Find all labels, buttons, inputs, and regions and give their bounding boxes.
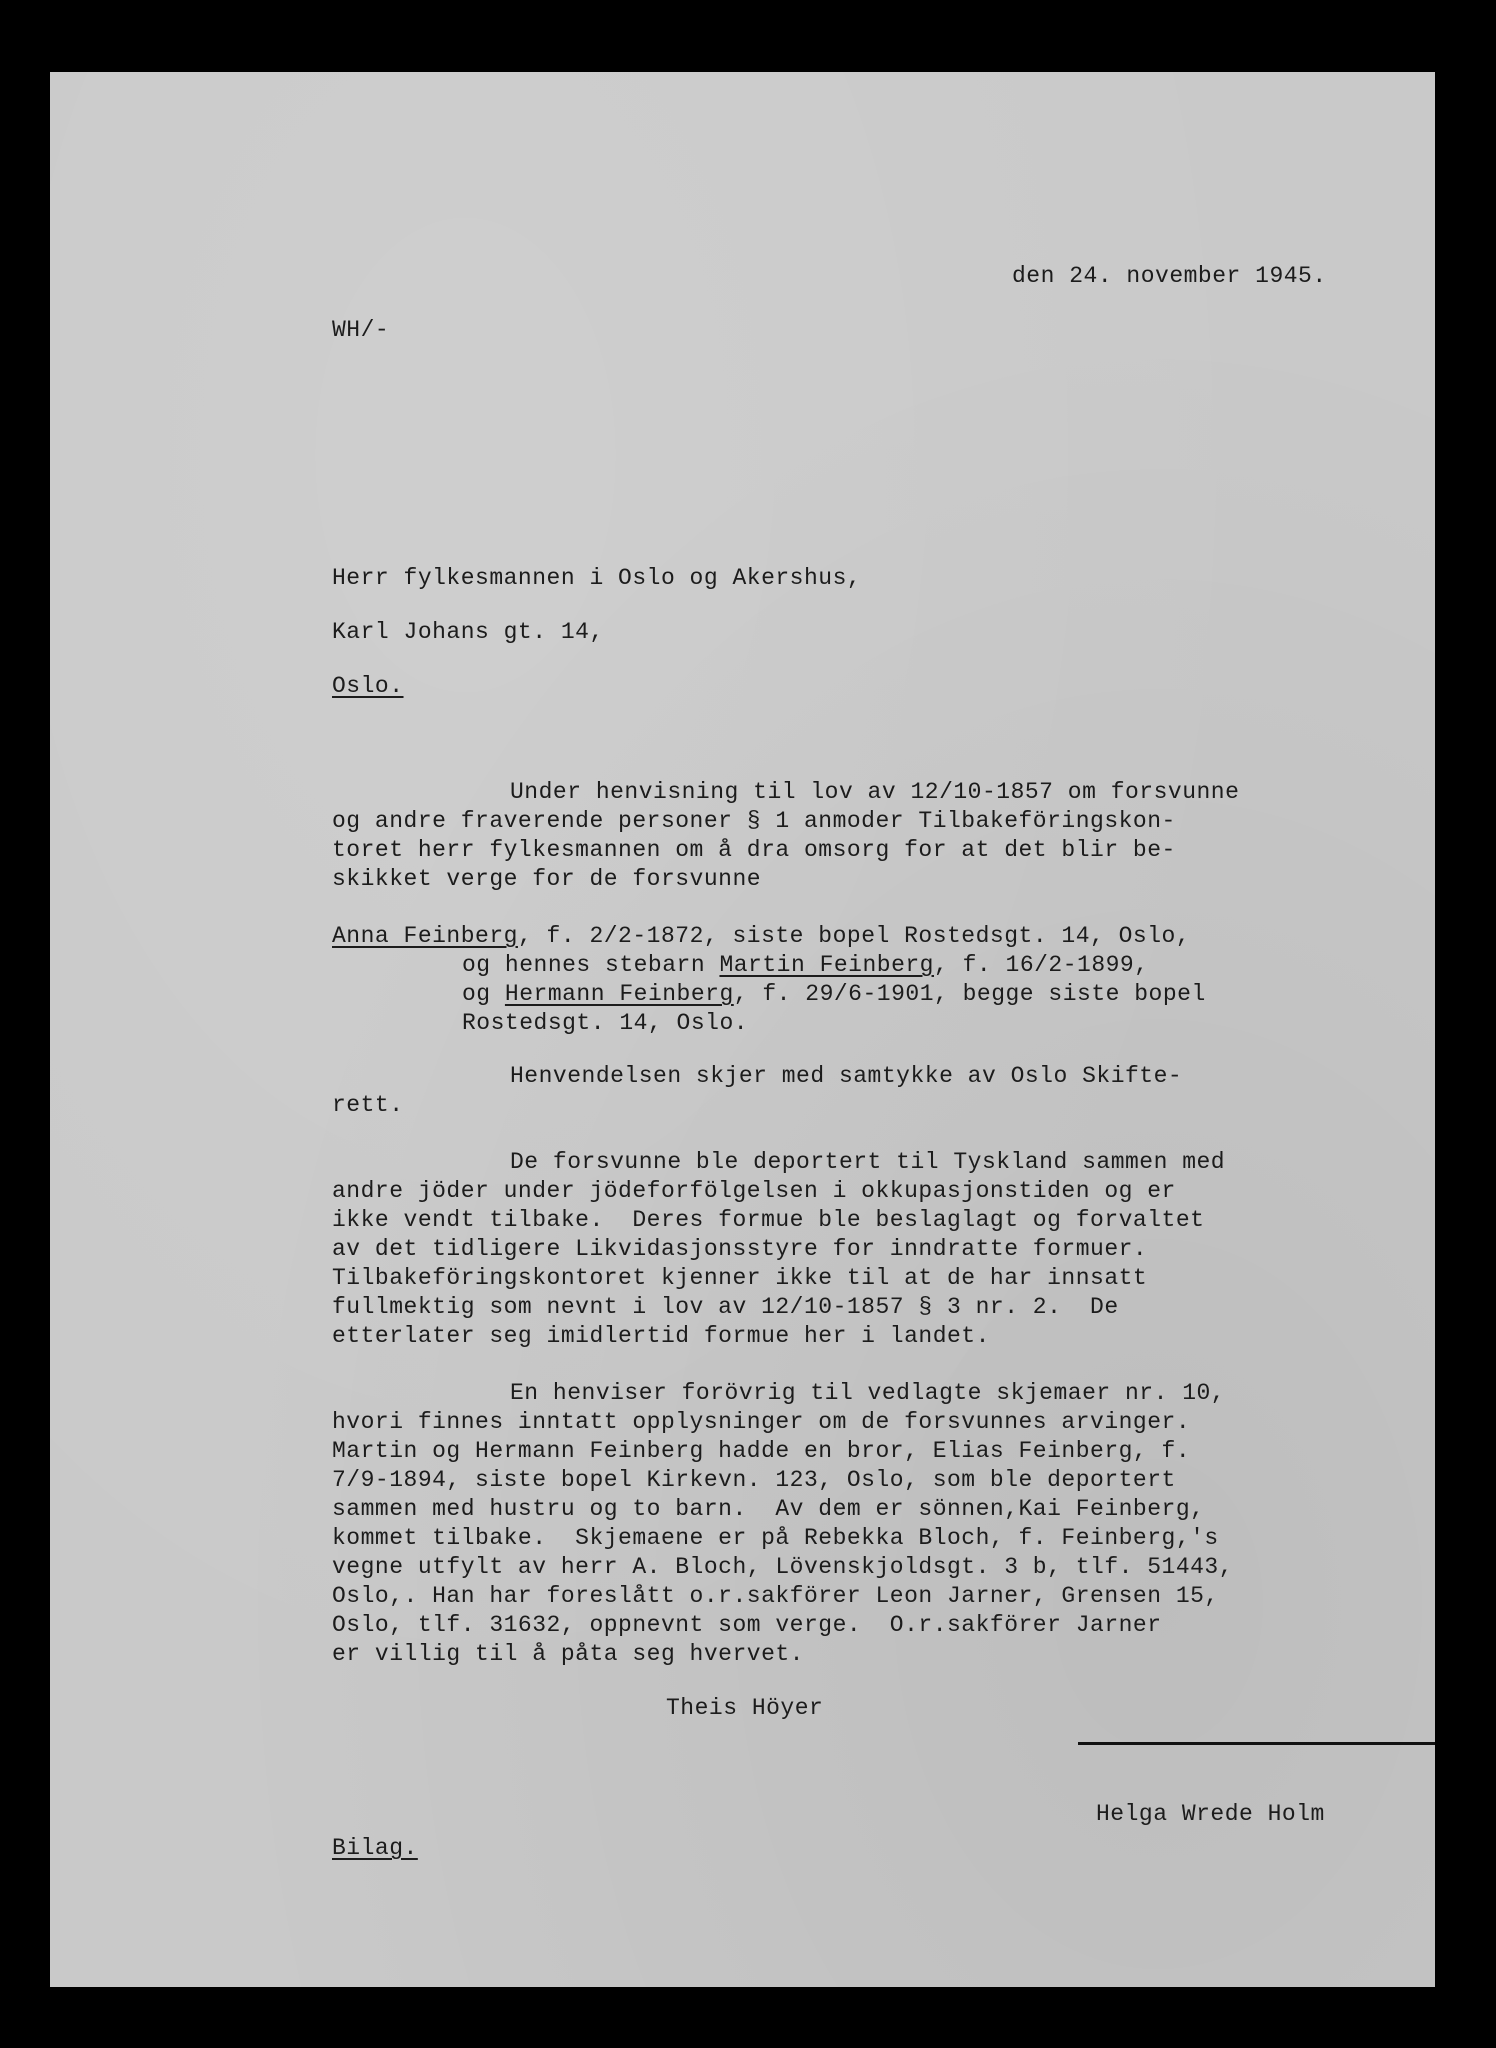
- reference-initials: WH/-: [332, 317, 390, 343]
- person-martin: og hennes stebarn Martin Feinberg, f. 16/2-1899,: [462, 952, 1149, 978]
- person-hermann: og Hermann Feinberg, f. 29/6-1901, begge siste bopel: [462, 981, 1206, 1007]
- signer-1: Theis Höyer: [666, 1695, 824, 1721]
- paragraph-4-line: kommet tilbake. Skjemaene er på Rebekka Bloch, f. Feinberg,'s: [332, 1525, 1219, 1551]
- paragraph-2-line: Henvendelsen skjer med samtykke av Oslo Skifte-: [510, 1063, 1183, 1089]
- letter-page: [50, 72, 1435, 1987]
- paragraph-1-line: Under henvisning til lov av 12/10-1857 om forsvunne: [510, 779, 1240, 805]
- address-line-2: Karl Johans gt. 14,: [332, 619, 604, 645]
- paragraph-3-line: av det tidligere Likvidasjonsstyre for inndratte formuer.: [332, 1236, 1148, 1262]
- address-line-1: Herr fylkesmannen i Oslo og Akershus,: [332, 565, 862, 591]
- paragraph-4-line: hvori finnes inntatt opplysninger om de forsvunnes arvinger.: [332, 1409, 1191, 1435]
- person-anna: Anna Feinberg, f. 2/2-1872, siste bopel Rostedsgt. 14, Oslo,: [332, 923, 1191, 949]
- paragraph-3-line: De forsvunne ble deportert til Tyskland sammen med: [510, 1149, 1226, 1175]
- paragraph-3-line: fullmektig som nevnt i lov av 12/10-1857 § 3 nr. 2. De: [332, 1294, 1119, 1320]
- paragraph-2-line: rett.: [332, 1092, 404, 1118]
- paragraph-3-line: etterlater seg imidlertid formue her i landet.: [332, 1323, 990, 1349]
- paragraph-4-line: 7/9-1894, siste bopel Kirkevn. 123, Oslo, som ble deportert: [332, 1467, 1176, 1493]
- paragraph-4-line: Oslo,. Han har foreslått o.r.sakförer Leon Jarner, Grensen 15,: [332, 1583, 1219, 1609]
- paragraph-4-line: vegne utfylt av herr A. Bloch, Lövenskjoldsgt. 3 b, tlf. 51443,: [332, 1554, 1234, 1580]
- paragraph-1-line: skikket verge for de forsvunne: [332, 866, 762, 892]
- enclosure-label: Bilag.: [332, 1835, 418, 1861]
- paragraph-4-line: er villig til å påta seg hvervet.: [332, 1641, 804, 1667]
- person-name: Hermann Feinberg: [504, 981, 734, 1007]
- letter-date: den 24. november 1945.: [1012, 263, 1327, 289]
- paragraph-4-line: Martin og Hermann Feinberg hadde en bror, Elias Feinberg, f.: [332, 1438, 1191, 1464]
- paragraph-3-line: ikke vendt tilbake. Deres formue ble beslaglagt og forvaltet: [332, 1207, 1205, 1233]
- paragraph-4-line: En henviser forövrig til vedlagte skjemaer nr. 10,: [510, 1380, 1226, 1406]
- paragraph-3-line: Tilbakeföringskontoret kjenner ikke til at de har innsatt: [332, 1265, 1148, 1291]
- paragraph-4-line: sammen med hustru og to barn. Av dem er sönnen,Kai Feinberg,: [332, 1496, 1205, 1522]
- paragraph-1-line: toret herr fylkesmannen om å dra omsorg for at det blir be-: [332, 837, 1176, 863]
- person-name: Martin Feinberg: [719, 952, 934, 978]
- signature-line: [1078, 1742, 1435, 1745]
- address-city: Oslo.: [332, 673, 404, 699]
- signer-2: Helga Wrede Holm: [1096, 1801, 1325, 1827]
- paragraph-4-line: Oslo, tlf. 31632, oppnevnt som verge. O.r.sakförer Jarner: [332, 1612, 1162, 1638]
- person-address: Rostedsgt. 14, Oslo.: [462, 1010, 749, 1036]
- person-name: Anna Feinberg: [332, 923, 518, 949]
- paragraph-1-line: og andre fraverende personer § 1 anmoder Tilbakeföringskon-: [332, 808, 1176, 834]
- paragraph-3-line: andre jöder under jödeforfölgelsen i okkupasjonstiden og er: [332, 1178, 1176, 1204]
